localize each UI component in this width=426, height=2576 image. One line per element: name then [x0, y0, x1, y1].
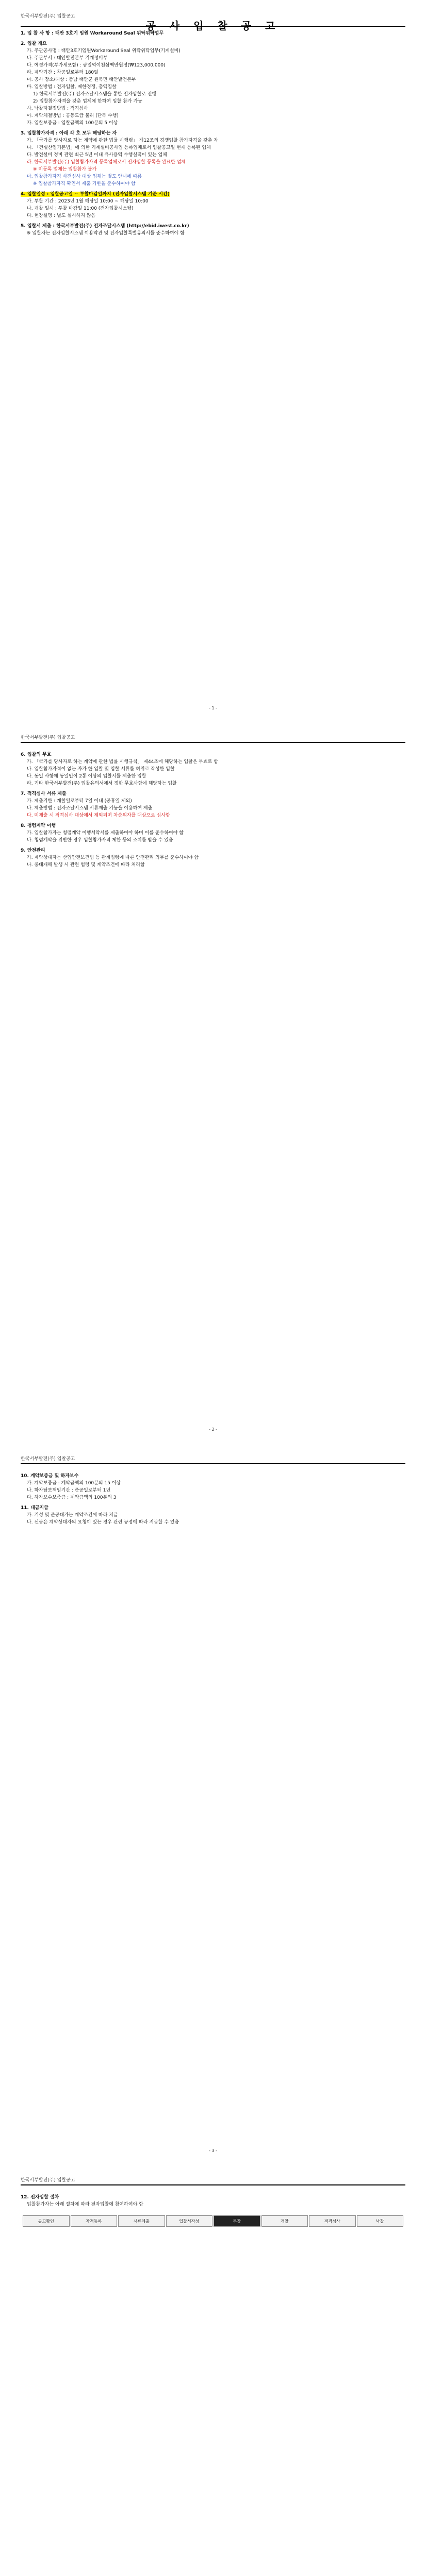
text-line [21, 131, 117, 137]
text-line-content: 9. 안전관리 [21, 848, 45, 853]
text-line [21, 41, 47, 47]
text-line [27, 2202, 143, 2208]
text-line [27, 1495, 117, 1501]
text-line-content: 10. 계약보증금 및 하자보수 [21, 1473, 79, 1479]
text-line [21, 192, 170, 197]
text-line-content: 마. 공사 장소/대상 : 충남 태안군 원북면 태안발전본부 [27, 77, 136, 82]
text-line-content: 다. 예정가격(부가세포함) : 금일억이천삼백만원정(₩123,000,000) [27, 63, 166, 68]
page-title: 공 사 입 찰 공 고 [145, 20, 281, 32]
text-line-content: 가. 계약보증금 : 계약금액의 100분의 15 이상 [27, 1481, 121, 1486]
text-line-content: 3. 입찰참가자격 : 아래 각 호 모두 해당하는 자 [21, 131, 117, 136]
text-line [27, 813, 170, 819]
page-header-org: 한국서부발전(주) 입찰공고 [21, 735, 75, 740]
text-line [27, 781, 177, 787]
text-line [21, 823, 56, 829]
text-line-content: 가. 기성 및 준공대가는 계약조건에 따라 지급 [27, 1513, 118, 1518]
text-line [27, 160, 186, 165]
process-flow [23, 2215, 404, 2227]
text-line [27, 113, 119, 119]
text-line [33, 92, 156, 97]
header-divider [21, 2184, 405, 2185]
text-line [21, 1505, 48, 1511]
text-line [27, 56, 107, 61]
page-header-org: 한국서부발전(주) 입찰공고 [21, 1456, 75, 1462]
text-line [21, 224, 189, 229]
text-line [27, 213, 95, 219]
text-line-content: 나. 하자담보책임기간 : 준공일로부터 1년 [27, 1488, 111, 1493]
text-line-content: 사. 낙찰자결정방법 : 적격심사 [27, 106, 88, 111]
process-step: 입찰서작성 [166, 2215, 213, 2227]
process-step: 적격심사 [309, 2215, 356, 2227]
text-line [21, 791, 67, 797]
page-number: - 2 - [209, 1427, 217, 1432]
page-number: - 1 - [209, 706, 217, 710]
text-line-content: 다. 현장설명 : 별도 실시하지 않음 [27, 213, 96, 218]
text-line-content: 가. 「국가를 당사자로 하는 계약에 관한 법률 시행규칙」 제44조에 해당하는 입찰은 무효로 함 [27, 759, 218, 765]
text-line-content: ※ 입찰자는 전자입찰시스템 이용약관 및 전자입찰특별유의서를 준수하여야 함 [27, 231, 185, 236]
text-line [27, 121, 118, 126]
text-line-content: 라. 기타 한국서부발전(주) 입찰유의서에서 정한 무효사항에 해당하는 입찰 [27, 781, 177, 786]
text-line-content: 7. 적격심사 서류 제출 [21, 791, 67, 796]
text-line [27, 106, 88, 112]
text-line-content: 다. 미제출 시 적격심사 대상에서 제외되며 차순위자를 대상으로 심사함 [27, 813, 170, 818]
text-line-content: 바. 입찰방법 : 전자입찰, 제한경쟁, 총액입찰 [27, 84, 117, 90]
header-divider [21, 1463, 405, 1464]
process-step: 자격등록 [71, 2215, 118, 2227]
text-line [27, 145, 211, 151]
text-line [21, 752, 51, 758]
text-line [27, 48, 181, 54]
text-line [33, 181, 136, 187]
header-divider [21, 742, 405, 743]
text-line [27, 1488, 110, 1494]
text-line [33, 167, 96, 173]
text-line-content: ※ 입찰참가자격 확인서 제출 기한을 준수하여야 함 [33, 181, 136, 187]
text-line [27, 759, 218, 765]
text-line-content: 아. 계약체결방법 : 공동도급 불허 (단독 수행) [27, 113, 119, 118]
text-line-content: 2. 입찰 개요 [21, 41, 47, 46]
text-line [27, 138, 218, 144]
text-line-content: 나. 제출방법 : 전자조달시스템 서류제출 기능을 이용하여 제출 [27, 806, 153, 811]
text-line [27, 774, 146, 779]
text-line-content: 가. 계약상대자는 산업안전보건법 등 관계법령에 따른 안전관리 의무를 준수하여야 함 [27, 855, 199, 860]
text-line [27, 767, 174, 772]
page-header-org: 한국서부발전(주) 입찰공고 [21, 2178, 75, 2183]
text-line-content: 다. 하자보수보증금 : 계약금액의 100분의 3 [27, 1495, 117, 1500]
text-line-content: 다. 동일 사항에 동일인이 2통 이상의 입찰서를 제출한 입찰 [27, 774, 146, 779]
text-line [27, 1520, 179, 1526]
text-line-content: 나. 「건설산업기본법」에 의한 기계설비공사업 등록업체로서 입찰공고일 현재 등록된 업체 [27, 145, 211, 150]
text-line [27, 855, 199, 861]
text-line-content: 11. 대금지급 [21, 1505, 48, 1511]
text-line [27, 152, 167, 158]
text-line [27, 1481, 121, 1486]
text-line-content: 12. 전자입찰 절차 [21, 2195, 59, 2200]
text-line-content: 나. 중대재해 발생 시 관련 법령 및 계약조건에 따라 처리함 [27, 862, 145, 868]
process-step: 개찰 [261, 2215, 308, 2227]
process-step: 공고확인 [23, 2215, 70, 2227]
text-line-content: 가. 「국가를 당사자로 하는 계약에 관한 법률 시행령」 제12조의 경쟁입찰 참가자격을 갖춘 자 [27, 138, 218, 143]
text-line-content: ※ 미등록 업체는 입찰참가 불가 [33, 167, 97, 172]
text-line-content: 나. 입찰참가자격이 없는 자가 한 입찰 및 입찰 서류를 허위로 작성한 입찰 [27, 767, 175, 772]
text-line-content: 2) 입찰참가자격을 갖춘 업체에 한하여 입찰 참가 가능 [33, 99, 142, 104]
text-line-content: 나. 개찰 일시 : 투찰 마감일 11:00 (전자입찰시스템) [27, 206, 134, 211]
text-line-content: 4. 입찰일정 : 입찰공고일 ~ 투찰마감일까지 (전자입찰시스템 기준 시간) [21, 192, 170, 197]
page-number: - 3 - [209, 2148, 217, 2153]
header-divider [21, 26, 405, 27]
text-line-content: 8. 청렴계약 이행 [21, 823, 56, 828]
text-line-content: 나. 선금은 계약상대자의 요청이 있는 경우 관련 규정에 따라 지급할 수 있음 [27, 1520, 179, 1525]
page-header-org: 한국서부발전(주) 입찰공고 [21, 14, 75, 19]
text-line-content: 입찰참가자는 아래 절차에 따라 전자입찰에 참여하여야 함 [27, 2202, 143, 2207]
text-line [27, 862, 145, 868]
text-line [27, 806, 152, 811]
text-line-content: 마. 입찰참가자격 사전심사 대상 업체는 별도 안내에 따름 [27, 174, 142, 179]
text-line [27, 63, 166, 69]
text-line [27, 199, 149, 205]
text-line [27, 77, 136, 83]
text-line [27, 831, 184, 836]
text-line [27, 84, 117, 90]
text-line [21, 2195, 59, 2200]
text-line-content: 가. 주관공사명 : 태안3호기임원Workaround Seal 위탁위탁업무(기계설비) [27, 48, 181, 54]
text-line [21, 1473, 78, 1479]
text-line-content: 자. 입찰보증금 : 입찰금액의 100분의 5 이상 [27, 121, 118, 126]
process-step: 투찰 [214, 2215, 260, 2227]
text-line [27, 174, 142, 180]
text-line-content: 가. 제출기한 : 개찰일로부터 7일 이내 (공휴일 제외) [27, 799, 132, 804]
text-line [27, 231, 185, 236]
text-line-content: 나. 청렴계약을 위반한 경우 입찰참가자격 제한 등의 조치를 받을 수 있음 [27, 838, 173, 843]
text-line [21, 848, 45, 854]
text-line-content: 라. 한국서부발전(주) 입찰참가자격 등록업체로서 전자입찰 등록을 완료한 업체 [27, 160, 186, 165]
text-line [27, 1513, 118, 1518]
text-line-content: 5. 입찰서 제출 : 한국서부발전(주) 전자조달시스템 (http://ebid.iwest.co.kr) [21, 224, 189, 229]
text-line-content: 나. 주관부서 : 태안발전본부 기계정비부 [27, 56, 108, 61]
text-line [33, 99, 142, 105]
text-line [27, 838, 173, 843]
text-line [27, 70, 99, 76]
text-line [21, 31, 163, 37]
text-line [27, 206, 134, 212]
text-line-content: 다. 발전설비 정비 관련 최근 5년 이내 유사용역 수행실적이 있는 업체 [27, 152, 167, 158]
text-line-content: 1) 한국서부발전(주) 전자조달시스템을 통한 전자입찰로 진행 [33, 92, 157, 97]
process-step: 낙찰 [357, 2215, 404, 2227]
text-line-content: 라. 계약기간 : 착공일로부터 180일 [27, 70, 99, 75]
text-line-content: 1. 입 찰 사 항 : 태안 3호기 임원 Workaround Seal 위탁위탁업무 [21, 31, 164, 36]
text-line [27, 799, 132, 804]
process-step: 서류제출 [118, 2215, 165, 2227]
text-line-content: 6. 입찰의 무효 [21, 752, 52, 757]
text-line-content: 가. 입찰참가자는 청렴계약 이행서약서를 제출하여야 하며 이를 준수하여야 함 [27, 831, 184, 836]
text-line-content: 가. 투찰 기간 : 2023년 1월 해당일 10:00 ~ 해당일 10:00 [27, 199, 149, 204]
